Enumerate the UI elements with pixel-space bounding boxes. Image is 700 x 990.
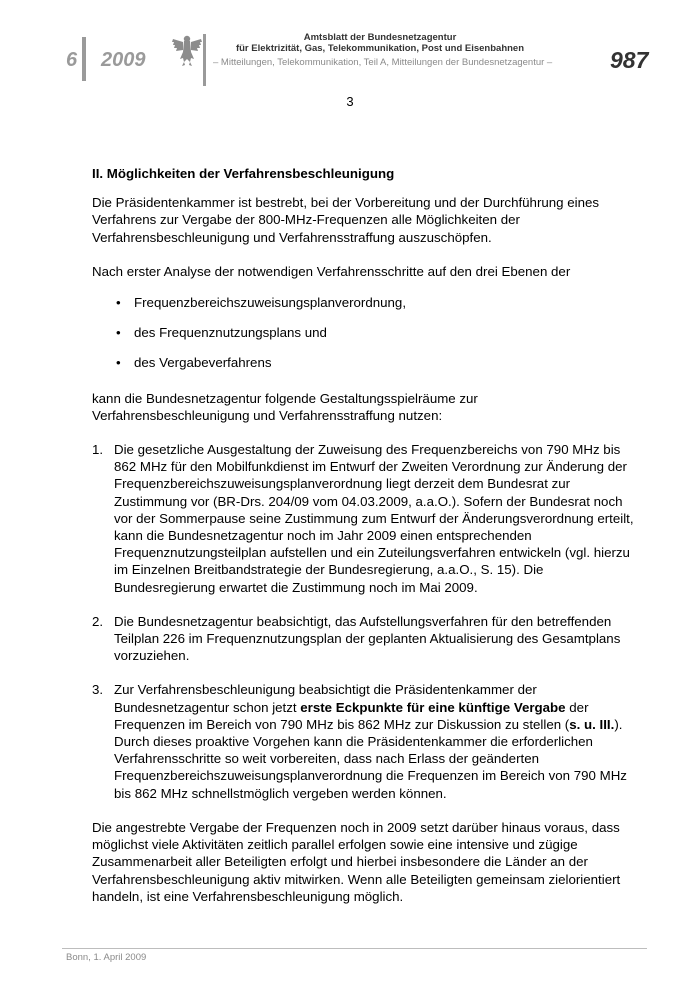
- list-text: Die Bundesnetzagentur beabsichtigt, das Aufstellungsverfahren für den betreffenden Teilplan 226 im Frequenznutzungsplan der geplanten Aktualisierung des Gesamtplans vorzuziehen.: [114, 613, 621, 664]
- issue-number: 6: [66, 49, 77, 72]
- issue-year: 2009: [101, 49, 146, 71]
- list-number: 1.: [92, 442, 104, 458]
- list-item: • Frequenzbereichszuweisungsplanverordnung,: [116, 295, 407, 311]
- footer-date: Bonn, 1. April 2009: [66, 952, 147, 963]
- list-number: 3.: [92, 682, 104, 698]
- issue-separator: [82, 37, 86, 81]
- list-text: Die gesetzliche Ausgestaltung der Zuweisung des Frequenzbereichs von 790 MHz bis 862 MHz für den Mobilfunkdienst im Entwurf der Zweiten Verordnung zur Änderung der Frequenzbereichszuweisungsplanverordnung liegt derzeit dem Bundesrat zur Zustimmung vor (BR-Drs. 204/09 vom 04.03.2009, a.a.O.). Sofern der Bundesrat noch vor der Sommerpause seine Zustimmung zum Entwurf der Änderungsverordnung erteilt, kann die Bundesnetzagentur noch im Jahr 2009 einen entsprechenden Frequenznutzungsteilplan aufstellen und ein Zuteilungsverfahren entwickeln (vgl. hierzu im Einzelnen Breitbandstrategie der Bundesregierung, a.a.O., S. 15). Die Bundesregierung erwartet die Zustimmung noch im Mai 2009.: [114, 442, 634, 595]
- list-item: [92, 681, 637, 801]
- journal-title: [210, 32, 550, 54]
- list-item: • des Vergabeverfahrens: [116, 355, 272, 371]
- analysis-paragraph: Nach erster Analyse der notwendigen Verfahrensschritte auf den drei Ebenen der: [92, 263, 571, 279]
- list-item: • des Frequenznutzungsplans und: [116, 325, 327, 341]
- cross-reference: s. u. III.: [569, 716, 615, 732]
- document-body: [92, 165, 637, 922]
- document-page-number: 3: [346, 94, 354, 109]
- intro-paragraph: Die Präsidentenkammer ist bestrebt, bei der Vorbereitung und der Durchführung eines Verfahrens zur Vergabe der 800-MHz-Frequenzen alle Möglichkeiten der Verfahrensbeschleunigung und Verfahrensstraffung auszuschöpfen.: [92, 195, 600, 245]
- federal-eagle-icon: [170, 32, 204, 68]
- list-item: [92, 441, 637, 596]
- closing-paragraph: Die angestrebte Vergabe der Frequenzen noch in 2009 setzt darüber hinaus voraus, dass möglichst viele Aktivitäten zeitlich parallel erfolgen sowie eine intensive und zügige Zusammenarbeit aller Beteiligten erfolgt und hierbei insbesondere die Länder an der Verfahrensbeschleunigung aktiv mitwirken. Wenn alle Beteiligten gemeinsam zielorientiert handeln, ist eine Verfahrensbeschleunigung möglich.: [92, 819, 621, 904]
- bullet-icon: •: [116, 355, 121, 371]
- options-paragraph: kann die Bundesnetzagentur folgende Gestaltungsspielräume zur Verfahrensbeschleunigung und Verfahrensstraffung nutzen:: [92, 390, 478, 423]
- journal-title-line2: für Elektrizität, Gas, Telekommunikation, Post und Eisenbahnen: [235, 43, 525, 54]
- list-number: 2.: [92, 613, 104, 629]
- list-item: [92, 613, 637, 665]
- header-divider: [203, 34, 206, 86]
- page-header: [0, 0, 700, 90]
- section-heading: II. Möglichkeiten der Verfahrensbeschleunigung: [92, 166, 395, 181]
- journal-subtitle: – Mitteilungen, Telekommunikation, Teil A, Mitteilungen der Bundesnetzagentur –: [213, 57, 553, 68]
- journal-title-line1: Amtsblatt der Bundesnetzagentur: [303, 32, 457, 43]
- numbered-list: [92, 441, 637, 802]
- bullet-icon: •: [116, 325, 121, 341]
- list-text: Zur Verfahrensbeschleunigung beabsichtigt die Präsidentenkammer der Bundesnetzagentur schon jetzt erste Eckpunkte für eine künftige Vergabe der Frequenzen im Bereich von 790 MHz bis 862 MHz zur Diskussion zu stellen (s. u. III.). Durch dieses proaktive Vorgehen kann die Präsidentenkammer die erforderlichen Verfahrensschritte so weit vorbereiten, dass nach Erlass der geänderten Frequenzbereichszuweisungsplanverordnung die Frequenzen im Bereich von 790 MHz bis 862 MHz schnellstmöglich vergeben werden können.: [114, 682, 627, 801]
- bullet-list: [92, 294, 637, 372]
- bullet-icon: •: [116, 295, 121, 311]
- emphasis-text: erste Eckpunkte für eine künftige Vergabe: [300, 699, 566, 715]
- page-number: 987: [610, 47, 649, 73]
- footer-divider: [62, 948, 647, 949]
